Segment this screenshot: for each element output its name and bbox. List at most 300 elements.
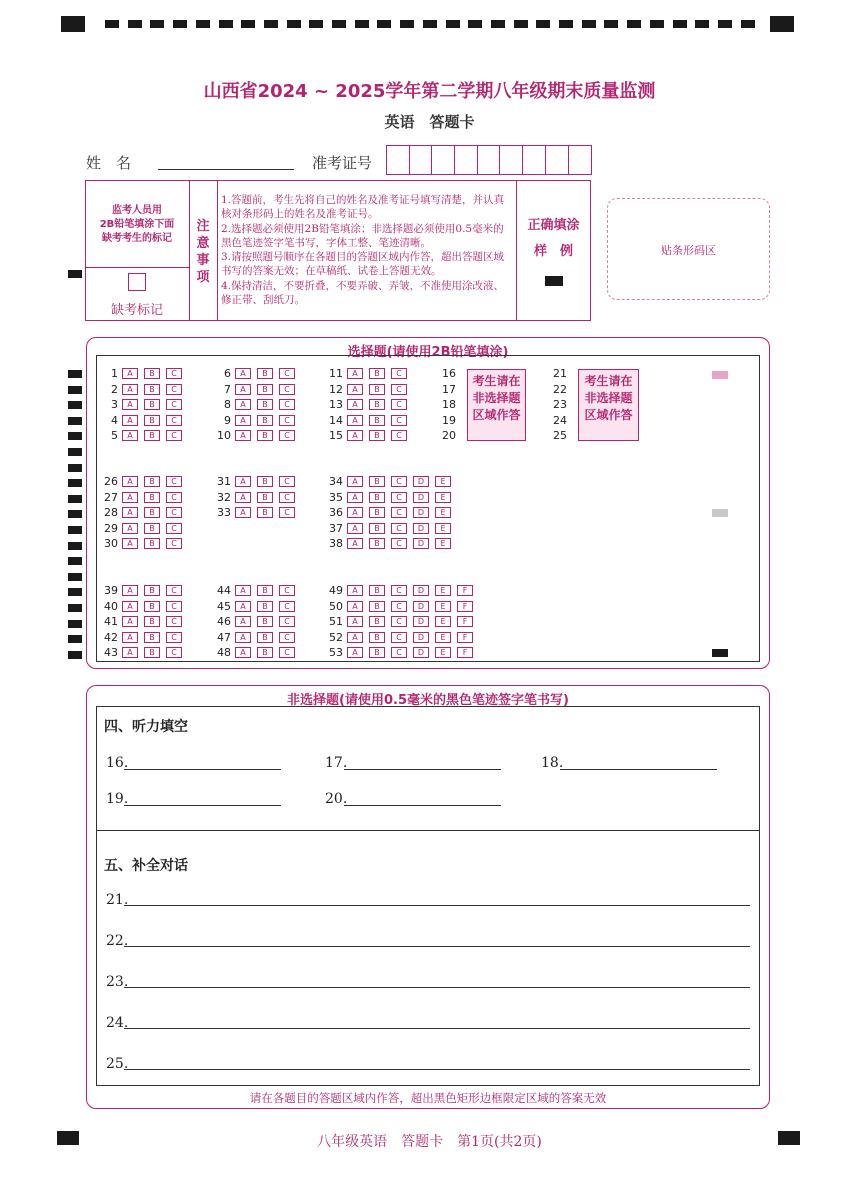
answer-bubble[interactable]: C bbox=[279, 585, 295, 596]
question-number: 16 bbox=[442, 367, 456, 380]
question-number: 43 bbox=[104, 646, 118, 660]
question-number: 18 bbox=[442, 398, 456, 412]
answer-bubble[interactable]: C bbox=[391, 616, 407, 627]
answer-bubble[interactable]: B bbox=[144, 399, 160, 410]
nonchoice-note-1: 考生请在 非选择题 区域作答 bbox=[467, 369, 526, 441]
answer-bubble[interactable]: C bbox=[391, 368, 407, 379]
timing-tick bbox=[68, 604, 82, 612]
answer-bubble[interactable]: B bbox=[369, 492, 385, 503]
sample-label: 正确填涂 样 例 bbox=[527, 218, 580, 259]
answer-bubble[interactable]: C bbox=[279, 601, 295, 612]
question-row bbox=[211, 631, 301, 644]
timing-tick bbox=[68, 557, 82, 565]
question-number: 28 bbox=[104, 506, 118, 520]
answer-bubble[interactable]: A bbox=[122, 384, 138, 395]
question-row bbox=[323, 491, 457, 504]
answer-bubble[interactable]: C bbox=[279, 476, 295, 487]
answer-bubble[interactable]: A bbox=[122, 538, 138, 549]
notes-list bbox=[221, 193, 514, 307]
question-row bbox=[98, 414, 188, 427]
answer-bubble[interactable]: B bbox=[369, 368, 385, 379]
question-row bbox=[98, 646, 188, 659]
answer-bubble[interactable]: D bbox=[413, 523, 429, 534]
answer-bubble[interactable]: C bbox=[391, 538, 407, 549]
answer-bubble[interactable]: A bbox=[235, 647, 251, 658]
question-number: 5 bbox=[111, 429, 118, 443]
answer-bubble[interactable]: A bbox=[347, 632, 363, 643]
question-number: 48 bbox=[217, 646, 231, 660]
answer-bubble[interactable]: B bbox=[257, 647, 273, 658]
answer-bubble[interactable]: C bbox=[391, 476, 407, 487]
question-number: 9 bbox=[224, 413, 231, 427]
answer-bubble[interactable]: C bbox=[391, 492, 407, 503]
answer-bubble[interactable]: C bbox=[166, 538, 182, 549]
question-number: 30 bbox=[104, 537, 118, 551]
answer-bubble[interactable]: A bbox=[122, 632, 138, 643]
barcode-label: 贴条形码区 bbox=[661, 244, 716, 257]
timing-tick bbox=[68, 651, 82, 659]
question-row bbox=[323, 414, 413, 427]
answer-bubble[interactable]: A bbox=[235, 585, 251, 596]
answer-bubble[interactable]: B bbox=[369, 616, 385, 627]
timing-tick bbox=[105, 20, 119, 28]
answer-bubble[interactable]: C bbox=[391, 415, 407, 426]
question-row bbox=[98, 615, 188, 628]
answer-bubble[interactable]: D bbox=[413, 616, 429, 627]
answer-bubble[interactable]: E bbox=[435, 492, 451, 503]
side-mark bbox=[68, 270, 82, 278]
question-number: 46 bbox=[217, 615, 231, 629]
answer-bubble[interactable]: E bbox=[435, 585, 451, 596]
dialog-line-21[interactable] bbox=[124, 890, 750, 906]
answer-bubble[interactable]: B bbox=[144, 585, 160, 596]
answer-bubble[interactable]: C bbox=[166, 430, 182, 441]
note-item: 3.请按照题号顺序在各题目的答题区域内作答，超出答题区域书写的答案无效；在草稿纸、试卷上答题无效。 bbox=[221, 251, 505, 278]
question-row bbox=[436, 398, 460, 411]
question-row bbox=[98, 537, 188, 550]
question-number: 7 bbox=[224, 382, 231, 396]
answer-area-warning: 请在各题目的答题区域内作答，超出黑色矩形边框限定区域的答案无效 bbox=[249, 1091, 607, 1105]
question-number: 4 bbox=[111, 413, 118, 427]
answer-bubble[interactable]: B bbox=[144, 601, 160, 612]
question-number: 32 bbox=[217, 490, 231, 504]
question-number: 51 bbox=[329, 615, 343, 629]
answer-bubble[interactable]: B bbox=[257, 492, 273, 503]
question-row bbox=[323, 429, 413, 442]
answer-bubble[interactable]: B bbox=[144, 647, 160, 658]
answer-bubble[interactable]: A bbox=[235, 384, 251, 395]
question-row bbox=[547, 383, 571, 396]
answer-bubble[interactable]: B bbox=[144, 384, 160, 395]
timing-tick bbox=[695, 20, 709, 28]
question-row bbox=[547, 429, 571, 442]
dialog-label-25: 25. bbox=[106, 1056, 129, 1072]
choice-section-title: 选择题(请使用2B铅笔填涂) bbox=[347, 345, 509, 360]
question-number: 35 bbox=[329, 490, 343, 504]
answer-bubble[interactable]: B bbox=[144, 430, 160, 441]
question-row bbox=[436, 367, 460, 380]
page-footer: 八年级英语 答题卡 第1页(共2页) bbox=[317, 1134, 542, 1150]
answer-bubble[interactable]: C bbox=[279, 647, 295, 658]
answer-bubble[interactable]: A bbox=[347, 616, 363, 627]
question-number: 44 bbox=[217, 584, 231, 597]
answer-bubble[interactable]: A bbox=[122, 399, 138, 410]
timing-tick bbox=[514, 20, 528, 28]
name-input-line[interactable] bbox=[158, 152, 294, 170]
timing-tick bbox=[150, 20, 164, 28]
answer-bubble[interactable]: D bbox=[413, 647, 429, 658]
answer-bubble[interactable]: A bbox=[235, 476, 251, 487]
answer-bubble[interactable]: C bbox=[391, 585, 407, 596]
answer-bubble[interactable]: C bbox=[166, 601, 182, 612]
answer-bubble[interactable]: B bbox=[144, 492, 160, 503]
question-number: 42 bbox=[104, 630, 118, 644]
answer-bubble[interactable]: B bbox=[369, 632, 385, 643]
question-number: 22 bbox=[553, 382, 567, 396]
answer-bubble[interactable]: E bbox=[435, 616, 451, 627]
question-row bbox=[211, 414, 301, 427]
answer-bubble[interactable]: C bbox=[391, 384, 407, 395]
fill-line-17[interactable] bbox=[344, 754, 501, 770]
question-number: 27 bbox=[104, 490, 118, 504]
answer-bubble[interactable]: B bbox=[144, 507, 160, 518]
answer-bubble[interactable]: C bbox=[391, 430, 407, 441]
question-row bbox=[211, 584, 301, 597]
fill-line-16[interactable] bbox=[124, 754, 281, 770]
exam-number-label: 准考证号 bbox=[312, 154, 373, 172]
question-number: 6 bbox=[224, 367, 231, 380]
answer-bubble[interactable]: E bbox=[435, 476, 451, 487]
answer-bubble[interactable]: A bbox=[347, 399, 363, 410]
answer-bubble[interactable]: C bbox=[166, 368, 182, 379]
timing-tick bbox=[582, 20, 596, 28]
answer-bubble[interactable]: B bbox=[257, 616, 273, 627]
timing-tick bbox=[400, 20, 414, 28]
answer-bubble[interactable]: B bbox=[144, 476, 160, 487]
answer-bubble[interactable]: C bbox=[391, 523, 407, 534]
question-row bbox=[323, 600, 479, 613]
dialog-label-23: 23. bbox=[106, 974, 129, 990]
answer-bubble[interactable]: A bbox=[347, 507, 363, 518]
question-row bbox=[323, 631, 479, 644]
answer-bubble[interactable]: B bbox=[257, 399, 273, 410]
question-row bbox=[98, 398, 188, 411]
fill-label-17: 17. bbox=[325, 755, 348, 771]
question-number: 37 bbox=[329, 521, 343, 535]
answer-bubble[interactable]: E bbox=[435, 632, 451, 643]
answer-bubble[interactable]: A bbox=[122, 415, 138, 426]
answer-bubble[interactable]: C bbox=[391, 399, 407, 410]
question-number: 36 bbox=[329, 506, 343, 520]
answer-bubble[interactable]: E bbox=[435, 647, 451, 658]
answer-bubble[interactable]: B bbox=[257, 430, 273, 441]
answer-bubble[interactable]: C bbox=[391, 632, 407, 643]
answer-bubble[interactable]: B bbox=[369, 399, 385, 410]
answer-bubble[interactable]: A bbox=[347, 430, 363, 441]
answer-bubble[interactable]: F bbox=[457, 647, 473, 658]
timing-tick bbox=[718, 20, 732, 28]
timing-tick bbox=[604, 20, 618, 28]
answer-bubble[interactable]: B bbox=[257, 476, 273, 487]
corner-mark-top-right bbox=[770, 16, 794, 32]
answer-bubble[interactable]: C bbox=[391, 647, 407, 658]
name-label: 姓 名 bbox=[86, 154, 132, 172]
answer-bubble[interactable]: B bbox=[369, 647, 385, 658]
timing-tick bbox=[264, 20, 278, 28]
answer-bubble[interactable]: A bbox=[122, 430, 138, 441]
notes-heading: 注 意 事 项 bbox=[196, 219, 210, 285]
question-row bbox=[98, 383, 188, 396]
fill-line-20[interactable] bbox=[344, 790, 501, 806]
question-row bbox=[323, 398, 413, 411]
right-mark-black bbox=[712, 649, 728, 657]
question-row bbox=[323, 615, 479, 628]
answer-bubble[interactable]: E bbox=[435, 538, 451, 549]
timing-tick bbox=[332, 20, 346, 28]
answer-bubble[interactable]: B bbox=[257, 507, 273, 518]
answer-bubble[interactable]: B bbox=[369, 476, 385, 487]
timing-tick bbox=[68, 635, 82, 643]
answer-bubble[interactable]: B bbox=[369, 415, 385, 426]
answer-bubble[interactable]: C bbox=[166, 647, 182, 658]
answer-bubble[interactable]: C bbox=[391, 507, 407, 518]
question-number: 26 bbox=[104, 475, 118, 488]
question-number: 13 bbox=[329, 398, 343, 412]
answer-bubble[interactable]: B bbox=[144, 368, 160, 379]
answer-bubble[interactable]: C bbox=[166, 399, 182, 410]
question-number: 38 bbox=[329, 537, 343, 551]
question-row bbox=[98, 475, 188, 488]
answer-bubble[interactable]: E bbox=[435, 523, 451, 534]
timing-tick bbox=[650, 20, 664, 28]
section4-title: 四、听力填空 bbox=[104, 719, 188, 735]
answer-bubble[interactable]: A bbox=[122, 523, 138, 534]
timing-tick bbox=[68, 495, 82, 503]
answer-bubble[interactable]: B bbox=[144, 632, 160, 643]
timing-tick bbox=[673, 20, 687, 28]
answer-bubble[interactable]: B bbox=[257, 415, 273, 426]
question-row bbox=[211, 491, 301, 504]
question-number: 21 bbox=[553, 367, 567, 380]
timing-tick bbox=[68, 417, 82, 425]
answer-bubble[interactable]: C bbox=[166, 476, 182, 487]
timing-tick bbox=[287, 20, 301, 28]
answer-bubble[interactable]: D bbox=[413, 632, 429, 643]
question-number: 14 bbox=[329, 413, 343, 427]
answer-bubble[interactable]: C bbox=[166, 632, 182, 643]
timing-tick bbox=[741, 20, 755, 28]
fill-label-19: 19. bbox=[106, 791, 129, 807]
question-row bbox=[323, 383, 413, 396]
answer-bubble[interactable]: D bbox=[413, 585, 429, 596]
answer-bubble[interactable]: C bbox=[166, 507, 182, 518]
answer-bubble[interactable]: C bbox=[166, 616, 182, 627]
answer-bubble[interactable]: C bbox=[279, 415, 295, 426]
answer-bubble[interactable]: E bbox=[435, 601, 451, 612]
proctor-instructions: 监考人员用 2B铅笔填涂下面 缺考考生的标记 bbox=[99, 205, 175, 244]
question-row bbox=[323, 475, 457, 488]
question-row bbox=[98, 491, 188, 504]
answer-bubble[interactable]: A bbox=[122, 647, 138, 658]
timing-tick bbox=[559, 20, 573, 28]
answer-bubble[interactable]: F bbox=[457, 601, 473, 612]
answer-bubble[interactable]: B bbox=[257, 384, 273, 395]
question-row bbox=[436, 414, 460, 427]
answer-bubble[interactable]: C bbox=[279, 492, 295, 503]
answer-bubble[interactable]: F bbox=[457, 632, 473, 643]
answer-bubble[interactable]: A bbox=[235, 415, 251, 426]
answer-bubble[interactable]: C bbox=[166, 384, 182, 395]
answer-bubble[interactable]: A bbox=[347, 492, 363, 503]
answer-bubble[interactable]: A bbox=[235, 399, 251, 410]
answer-bubble[interactable]: E bbox=[435, 507, 451, 518]
question-row bbox=[323, 584, 479, 597]
answer-bubble[interactable]: A bbox=[122, 476, 138, 487]
answer-bubble[interactable]: A bbox=[347, 476, 363, 487]
question-row bbox=[98, 506, 188, 519]
question-number: 12 bbox=[329, 382, 343, 396]
answer-bubble[interactable]: D bbox=[413, 507, 429, 518]
answer-bubble[interactable]: B bbox=[144, 415, 160, 426]
answer-bubble[interactable]: B bbox=[144, 538, 160, 549]
answer-bubble[interactable]: F bbox=[457, 585, 473, 596]
answer-bubble[interactable]: D bbox=[413, 492, 429, 503]
answer-bubble[interactable]: C bbox=[279, 384, 295, 395]
question-row bbox=[98, 631, 188, 644]
note-item: 1.答题前，考生先将自己的姓名及准考证号填写清楚，并认真核对条形码上的姓名及准考证号。 bbox=[221, 194, 505, 221]
answer-bubble[interactable]: A bbox=[347, 601, 363, 612]
timing-tick bbox=[468, 20, 482, 28]
absent-label: 缺考标记 bbox=[110, 303, 163, 318]
answer-bubble[interactable]: C bbox=[279, 616, 295, 627]
question-row bbox=[436, 383, 460, 396]
answer-bubble[interactable]: B bbox=[257, 585, 273, 596]
answer-bubble[interactable]: B bbox=[144, 616, 160, 627]
answer-bubble[interactable]: B bbox=[369, 430, 385, 441]
answer-bubble[interactable]: C bbox=[166, 585, 182, 596]
answer-bubble[interactable]: A bbox=[347, 384, 363, 395]
timing-tick bbox=[241, 20, 255, 28]
answer-bubble[interactable]: C bbox=[279, 507, 295, 518]
timing-tick bbox=[377, 20, 391, 28]
answer-bubble[interactable]: C bbox=[391, 601, 407, 612]
question-row bbox=[211, 615, 301, 628]
answer-bubble[interactable]: B bbox=[257, 368, 273, 379]
question-number: 17 bbox=[442, 382, 456, 396]
answer-bubble[interactable]: D bbox=[413, 476, 429, 487]
question-number: 25 bbox=[553, 429, 567, 443]
fill-line-19[interactable] bbox=[124, 790, 281, 806]
dialog-label-24: 24. bbox=[106, 1015, 129, 1031]
answer-bubble[interactable]: A bbox=[122, 368, 138, 379]
answer-bubble[interactable]: A bbox=[235, 492, 251, 503]
dialog-label-22: 22. bbox=[106, 933, 129, 949]
exam-number-grid[interactable] bbox=[386, 145, 592, 175]
question-number: 10 bbox=[217, 429, 231, 443]
question-number: 47 bbox=[217, 630, 231, 644]
absent-checkbox[interactable] bbox=[128, 273, 146, 291]
answer-bubble[interactable]: A bbox=[347, 368, 363, 379]
question-number: 3 bbox=[111, 398, 118, 412]
answer-bubble[interactable]: D bbox=[413, 601, 429, 612]
answer-bubble[interactable]: B bbox=[369, 538, 385, 549]
nonchoice-section-title: 非选择题(请使用0.5毫米的黑色笔迹签字笔书写) bbox=[287, 693, 569, 708]
answer-bubble[interactable]: A bbox=[122, 616, 138, 627]
answer-bubble[interactable]: A bbox=[347, 415, 363, 426]
answer-bubble[interactable]: B bbox=[144, 523, 160, 534]
fill-label-18: 18. bbox=[541, 755, 564, 771]
answer-bubble[interactable]: C bbox=[166, 523, 182, 534]
question-number: 23 bbox=[553, 398, 567, 412]
question-number: 40 bbox=[104, 599, 118, 613]
answer-bubble[interactable]: C bbox=[279, 368, 295, 379]
answer-bubble[interactable]: C bbox=[279, 430, 295, 441]
question-number: 41 bbox=[104, 615, 118, 629]
section5-title: 五、补全对话 bbox=[104, 858, 188, 874]
answer-bubble[interactable]: F bbox=[457, 616, 473, 627]
timing-tick bbox=[68, 510, 82, 518]
dialog-line-24[interactable] bbox=[124, 1013, 750, 1029]
dialog-line-25[interactable] bbox=[124, 1054, 750, 1070]
answer-bubble[interactable]: B bbox=[369, 384, 385, 395]
timing-tick bbox=[423, 20, 437, 28]
answer-bubble[interactable]: B bbox=[257, 601, 273, 612]
dialog-line-23[interactable] bbox=[124, 972, 750, 988]
answer-bubble[interactable]: D bbox=[413, 538, 429, 549]
answer-bubble[interactable]: B bbox=[257, 632, 273, 643]
timing-tick bbox=[68, 573, 82, 581]
timing-tick bbox=[309, 20, 323, 28]
question-row bbox=[211, 475, 301, 488]
timing-tick bbox=[491, 20, 505, 28]
answer-bubble[interactable]: A bbox=[347, 585, 363, 596]
answer-bubble[interactable]: A bbox=[235, 368, 251, 379]
question-row bbox=[211, 398, 301, 411]
answer-bubble[interactable]: A bbox=[235, 616, 251, 627]
right-mark-pink bbox=[712, 371, 728, 379]
answer-bubble[interactable]: A bbox=[122, 507, 138, 518]
question-row bbox=[323, 367, 413, 380]
answer-bubble[interactable]: C bbox=[166, 415, 182, 426]
dialog-line-22[interactable] bbox=[124, 931, 750, 947]
answer-bubble[interactable]: C bbox=[279, 632, 295, 643]
answer-bubble[interactable]: A bbox=[347, 523, 363, 534]
question-row bbox=[323, 522, 457, 535]
answer-bubble[interactable]: C bbox=[166, 492, 182, 503]
answer-bubble[interactable]: A bbox=[235, 601, 251, 612]
fill-line-18[interactable] bbox=[560, 754, 717, 770]
question-row bbox=[98, 429, 188, 442]
question-number: 33 bbox=[217, 506, 231, 520]
answer-bubble[interactable]: A bbox=[347, 647, 363, 658]
answer-bubble[interactable]: B bbox=[369, 601, 385, 612]
answer-bubble[interactable]: A bbox=[347, 538, 363, 549]
fill-label-20: 20. bbox=[325, 791, 348, 807]
answer-bubble[interactable]: B bbox=[369, 523, 385, 534]
answer-bubble[interactable]: A bbox=[235, 507, 251, 518]
answer-bubble[interactable]: B bbox=[369, 585, 385, 596]
question-row bbox=[323, 646, 479, 659]
question-number: 49 bbox=[329, 584, 343, 597]
answer-bubble[interactable]: A bbox=[235, 632, 251, 643]
answer-bubble[interactable]: B bbox=[369, 507, 385, 518]
answer-bubble[interactable]: C bbox=[279, 399, 295, 410]
answer-bubble[interactable]: A bbox=[122, 492, 138, 503]
timing-tick bbox=[68, 479, 82, 487]
answer-bubble[interactable]: A bbox=[235, 430, 251, 441]
answer-bubble[interactable]: A bbox=[122, 585, 138, 596]
answer-bubble[interactable]: A bbox=[122, 601, 138, 612]
